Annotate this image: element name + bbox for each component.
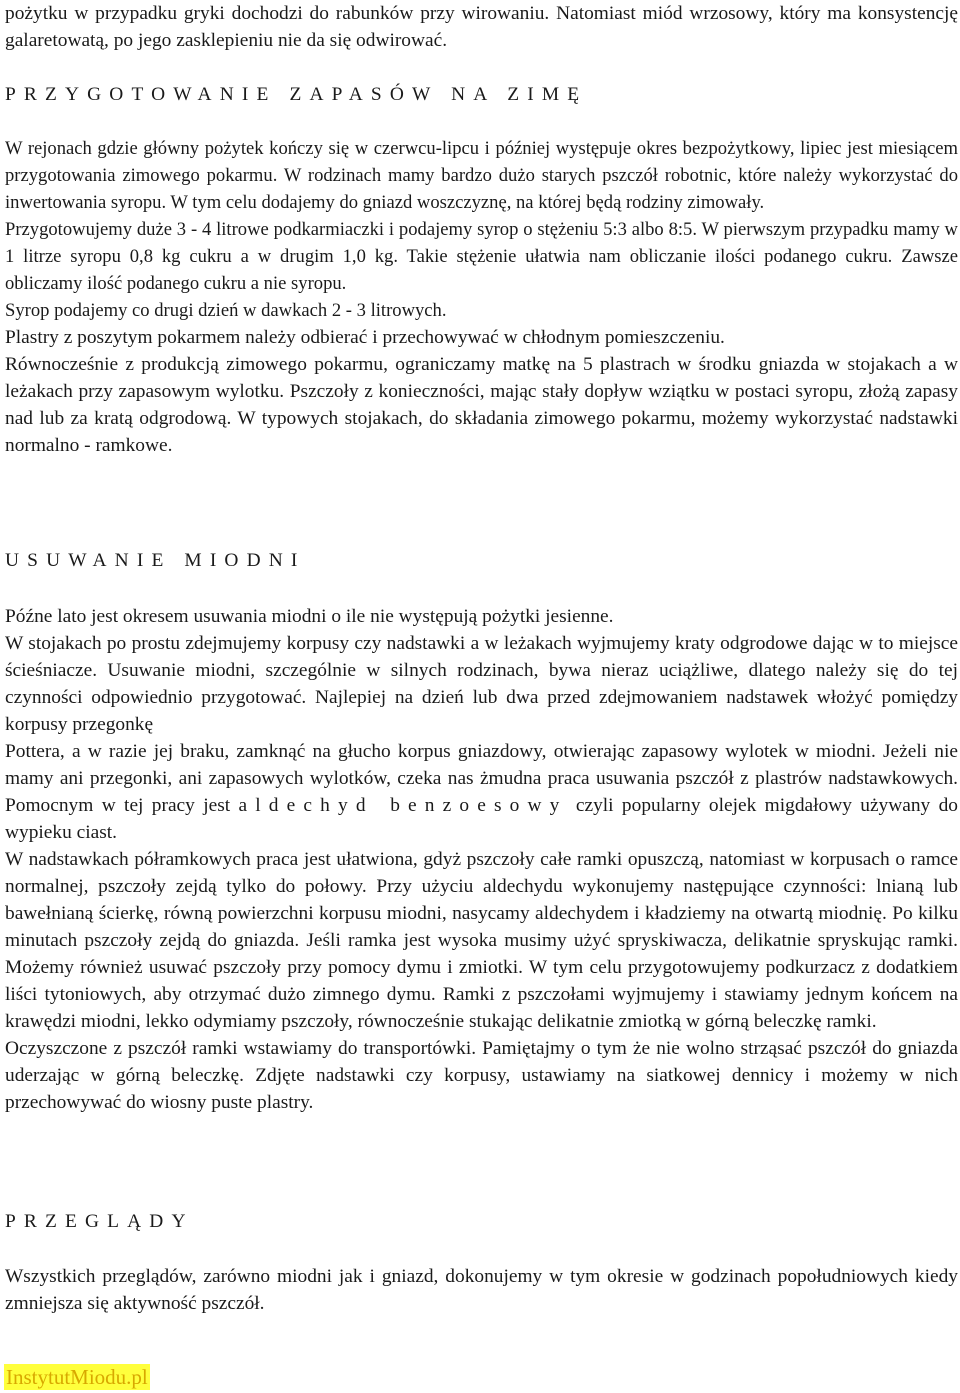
paragraph-late-summer: Późne lato jest okresem usuwania miodni o ile nie występują pożytki jesienne.: [5, 606, 614, 627]
benzaldehyde-spaced-term: aldechyd benzoesowy: [238, 795, 568, 816]
benzaldehyde-text-start: Pottera, a w razie jej braku, zamknąć na głucho korpus gniazdowy, otwierając zapasowy wylotek w miodni. Jeżeli nie mamy ani przegonki, ani zapasowych wylotków, czeka nas żmudna praca usuwania pszczół z plastrów nadstawkowych. Pomocnym w tej pracy jest: [5, 741, 958, 816]
intro-paragraph: pożytku w przypadku gryki dochodzi do rabunków przy wirowaniu. Natomiast miód wrzosowy, który ma konsystencję galaretowatą, po jego zasklepieniu nie da się odwirować.: [5, 3, 958, 51]
paragraph-inspections: Wszystkich przeglądów, zarówno miodni jak i gniazd, dokonujemy w tym okresie w godzinach popołudniowych kiedy zmniejsza się aktywność pszczół.: [5, 1266, 958, 1314]
paragraph-syrup-concentration: Przygotowujemy duże 3 - 4 litrowe podkarmiaczki i podajemy syrop o stężeniu 5:3 albo 8:5. W pierwszym przypadku mamy w 1 litrze syropu 0,8 kg cukru a w drugim 1,0 kg. Takie stężenie ułatwia nam obliczanie ilości podanego cukru. Zawsze obliczamy ilość podanego cukru a nie syropu.: [5, 219, 958, 294]
paragraph-combs-storage: Plastry z poszytym pokarmem należy odbierać i przechowywać w chłodnym pomieszczeniu.: [5, 327, 725, 348]
paragraph-queen-restriction: Równocześnie z produkcją zimowego pokarmu, ograniczamy matkę na 5 plastrach w środku gniazda w stojakach a w leżakach przy zapasowym wylotku. Pszczoły z konieczności, mając stały dopływ wziątku w postaci syropu, złożą zapasy nad lub za kratą odgrodową. W typowych stojakach, do składania zimowego pokarmu, możemy wykorzystać nadstawki normalno - ramkowe.: [5, 354, 958, 456]
section-heading-inspections: PRZEGLĄDY: [5, 1211, 194, 1232]
paragraph-cleaned-frames: Oczyszczone z pszczół ramki wstawiamy do transportówki. Pamiętajmy o tym że nie wolno strząsać pszczół do gniazda uderzając w górną beleczkę. Zdjęte nadstawki czy korpusy, ustawiamy na siatkowej dennicy i możemy w nich przechowywać do wiosny puste plastry.: [5, 1038, 958, 1113]
paragraph-syrup-dosage: Syrop podajemy co drugi dzień w dawkach 2 - 3 litrowych.: [5, 300, 447, 321]
section-winter-stores-body: [5, 135, 958, 459]
section-removing-supers-body: [5, 603, 958, 1116]
section-heading-removing-supers: USUWANIE MIODNI: [5, 550, 306, 571]
paragraph-escape-board: W stojakach po prostu zdejmujemy korpusy czy nadstawki a w leżakach wyjmujemy kraty odgrodowe dając w to miejsce ścieśniacze. Usuwanie miodni, szczególnie w silnych rodzinach, bywa nieraz uciążliwe, dlatego należy się do tej czynności odpowiednio przygotować. Najlepiej na dzień lub dwa przed zdejmowaniem nadstawek włożyć pomiędzy korpusy przegonkę: [5, 633, 958, 735]
benzaldehyde-text-end: czyli popularny olejek migdałowy używany do wypieku ciast.: [5, 795, 959, 843]
watermark-logo: InstytutMiodu.pl: [6, 1365, 148, 1389]
paragraph-benzaldehyde: [5, 738, 958, 846]
paragraph-half-frame-supers: W nadstawkach półramkowych praca jest ułatwiona, gdyż pszczoły całe ramki opuszczą, natomiast w korpusach o ramce normalnej, pszczoły zejdą tylko do połowy. Przy użyciu aldechydu wykonujemy następujące czynności: lnianą lub bawełnianą ścierkę, równą powierzchni korpusu miodni, nasycamy aldechydem i kładziemy na otwartą miodnię. Po kilku minutach pszczoły zejdą do gniazda. Jeśli ramka jest wysoka musimy użyć spryskiwacza, delikatnie spryskując ramki. Możemy również usuwać pszczoły przy pomocy dymu i zmiotki. W tym celu przygotowujemy podkurzacz z dodatkiem liści tytoniowych, aby otrzymać dużo zimnego dymu. Ramki z pszczołami wyjmujemy i stawiamy jednym końcem na krawędzi miodni, lekko odymiamy pszczoły, równocześnie stukając delikatnie zmiotką w górną beleczkę ramki.: [5, 849, 958, 1032]
paragraph-winter-feeding: W rejonach gdzie główny pożytek kończy się w czerwcu-lipcu i później występuje okres bezpożytkowy, lipiec jest miesiącem przygotowania zimowego pokarmu. W rodzinach mamy bardzo dużo starych pszczół robotnic, które należy wykorzystać do inwertowania syropu. W tym celu dodajemy do gniazd woszczyznę, na której będą rodziny zimowały.: [5, 138, 958, 213]
section-heading-winter-stores: PRZYGOTOWANIE ZAPASÓW NA ZIMĘ: [5, 84, 588, 105]
